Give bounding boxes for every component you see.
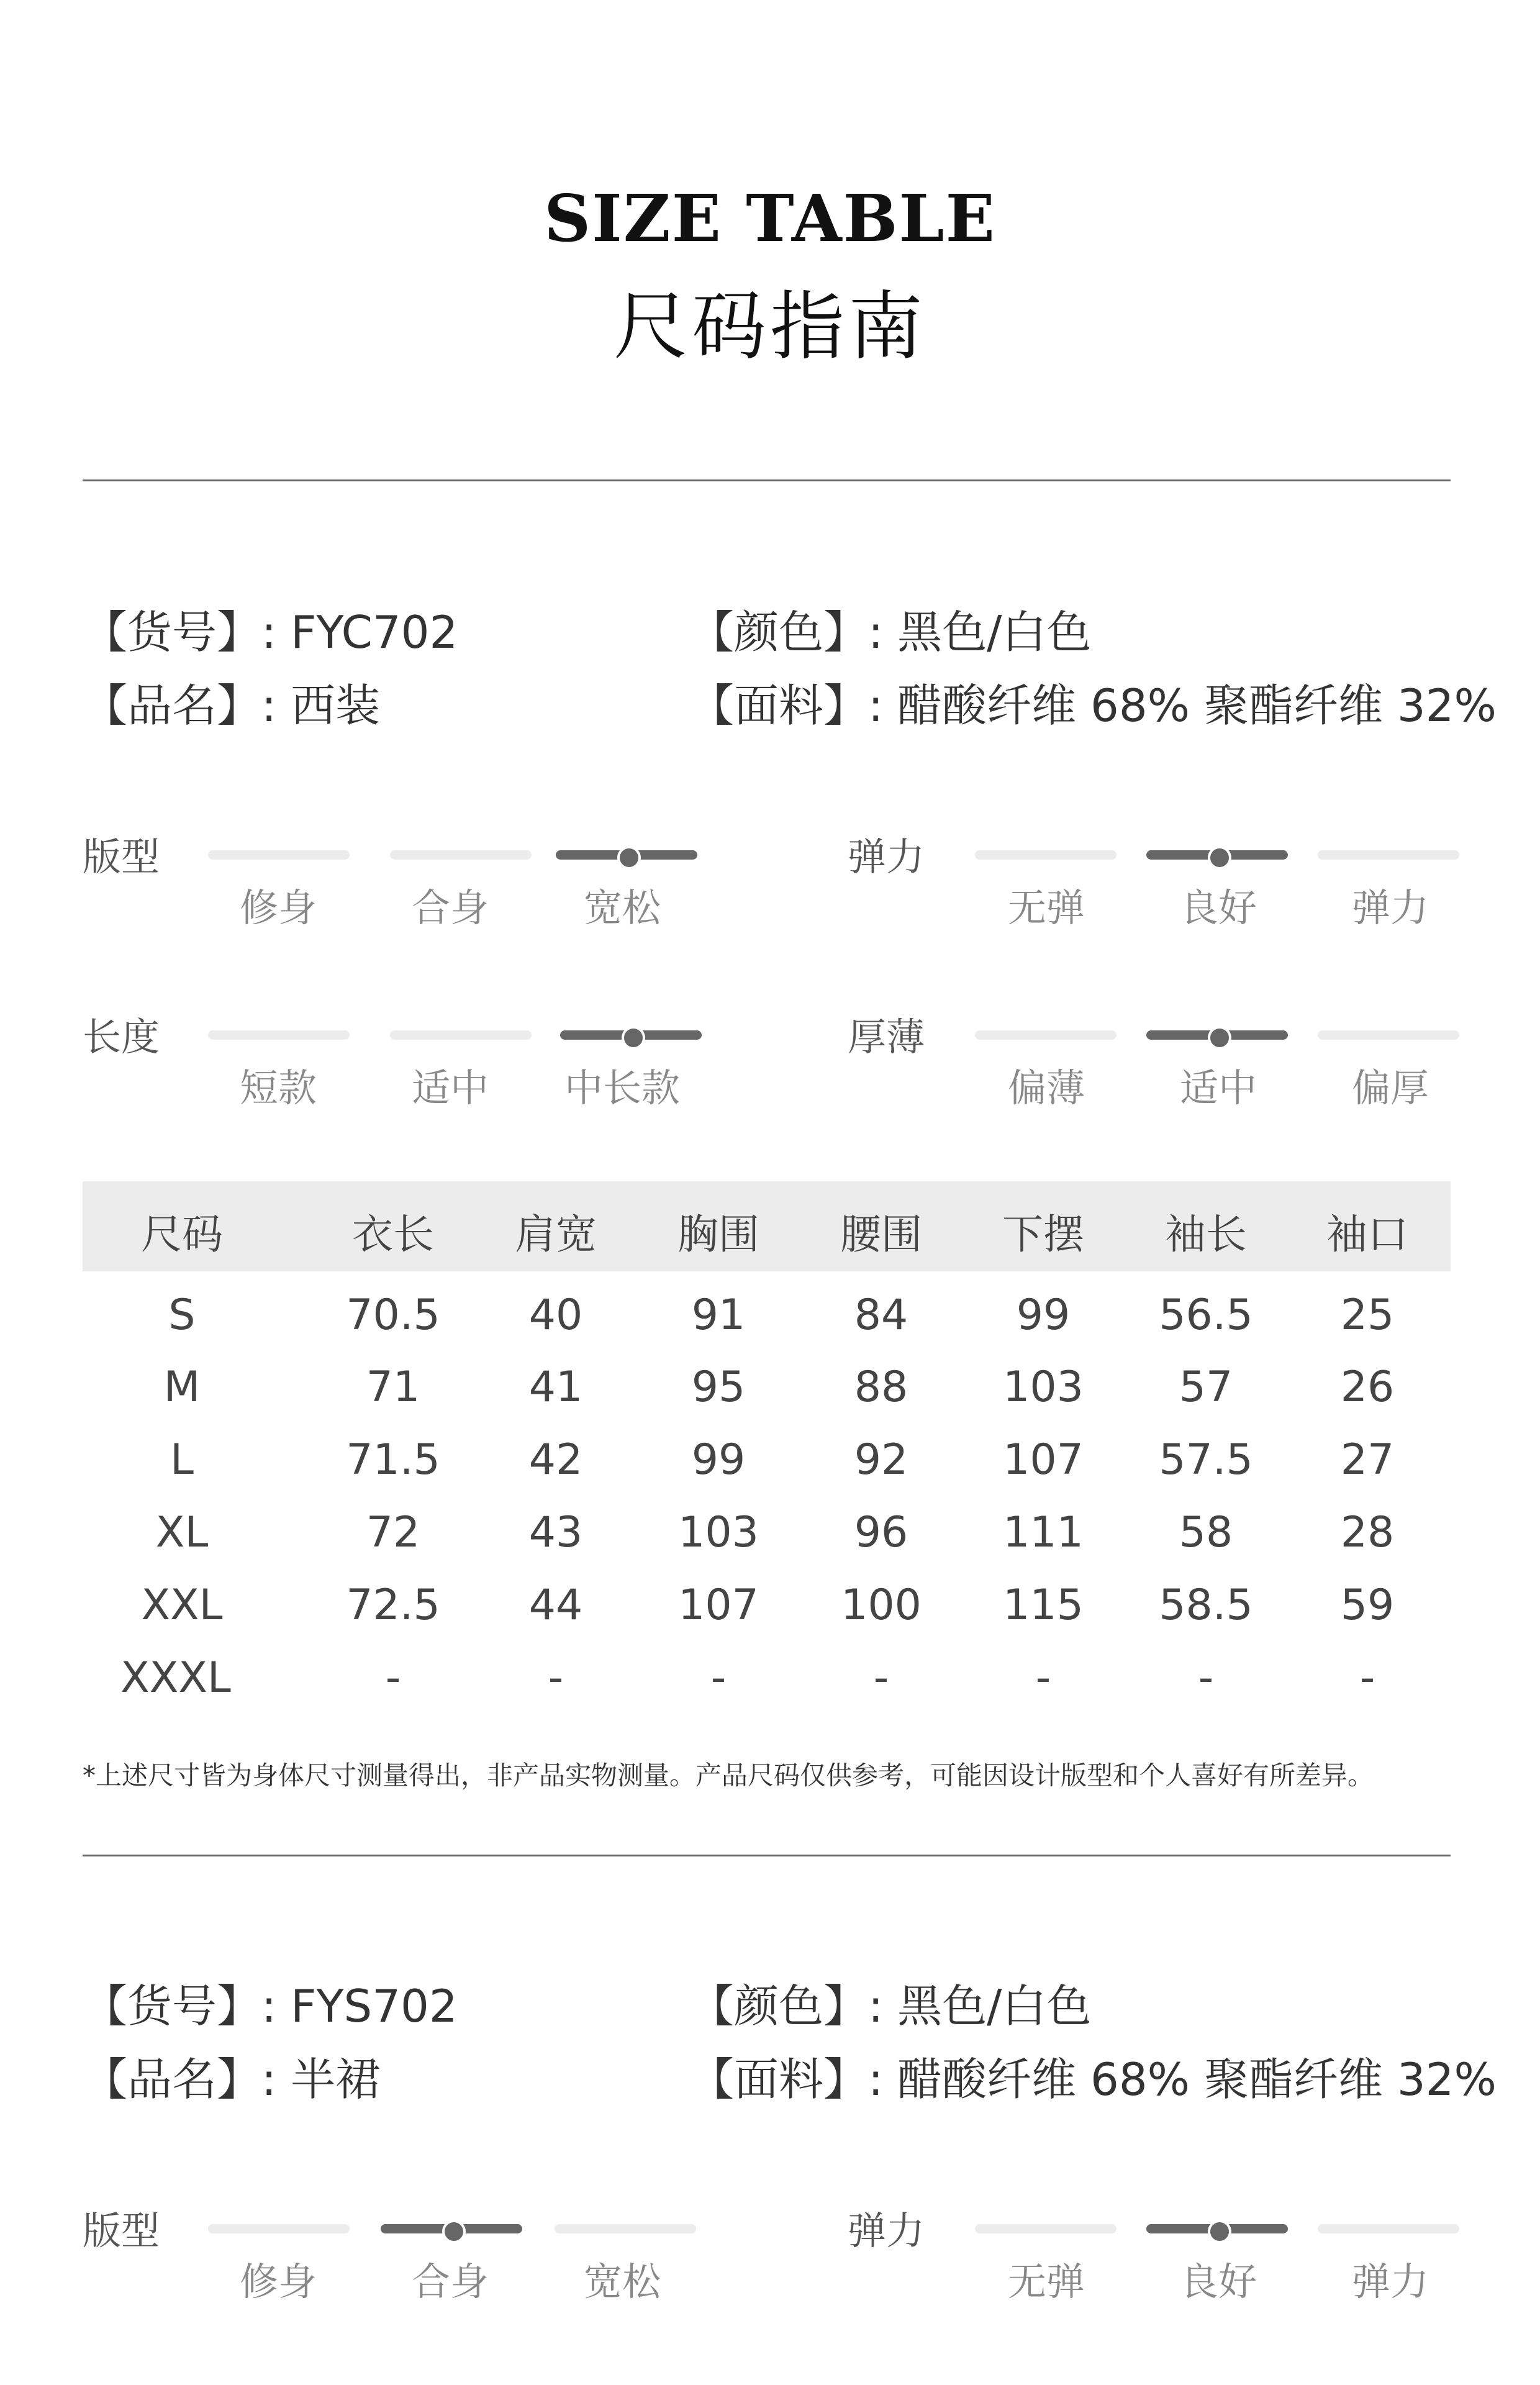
elasticity-option-1: 良好 — [1179, 885, 1257, 930]
size-table-cell: 99 — [1016, 1291, 1071, 1340]
size-table-cell: 107 — [1003, 1435, 1084, 1484]
size-table-cell: 70.5 — [346, 1291, 440, 1340]
size-table-cell: 43 — [528, 1508, 583, 1557]
fit-option-1: 合身 — [411, 2259, 489, 2304]
fit-track-1-selected — [381, 2224, 522, 2233]
size-table-header: 袖长 — [1165, 1211, 1247, 1258]
thickness-option-1: 适中 — [1179, 1065, 1257, 1111]
elasticity-track-2 — [1318, 2224, 1459, 2233]
product2-color: 【颜色】: 黑色/白色 — [689, 1980, 1092, 2032]
size-table-cell: 58.5 — [1159, 1581, 1253, 1630]
size-table-cell: 92 — [854, 1435, 908, 1484]
elasticity-track-0 — [975, 2224, 1116, 2233]
size-table-header: 袖口 — [1326, 1211, 1408, 1258]
size-table-cell: 107 — [678, 1581, 759, 1630]
elasticity-option-1: 良好 — [1179, 2259, 1257, 2304]
size-table-cell: 96 — [854, 1508, 908, 1557]
size-table-header: 衣长 — [352, 1211, 434, 1258]
size-table-cell: 100 — [841, 1581, 922, 1630]
fit-track-0 — [208, 2224, 350, 2233]
thickness-option-2: 偏厚 — [1351, 1065, 1429, 1111]
size-table-cell: 25 — [1340, 1291, 1395, 1340]
thickness-track-1-selected — [1146, 1030, 1288, 1040]
thickness-label: 厚薄 — [848, 1014, 925, 1060]
size-table-cell: 103 — [678, 1508, 759, 1557]
divider — [83, 479, 1451, 481]
size-table-cell: 57 — [1179, 1363, 1233, 1412]
selected-dot-icon — [442, 2220, 466, 2243]
size-table-cell: 56.5 — [1159, 1291, 1253, 1340]
size-table-cell: S — [168, 1291, 196, 1340]
size-note: *上述尺寸皆为身体尺寸测量得出，非产品实物测量。产品尺码仅供参考，可能因设计版型和个人喜好有所差异。 — [83, 1760, 1374, 1791]
size-table-cell: 115 — [1003, 1581, 1084, 1630]
size-table-cell: 42 — [528, 1435, 583, 1484]
size-table-cell: 26 — [1340, 1363, 1395, 1412]
size-table-cell: 84 — [854, 1291, 908, 1340]
elasticity-track-0 — [975, 850, 1116, 860]
title-chinese: 尺码指南 — [614, 284, 926, 370]
thickness-track-2 — [1318, 1030, 1459, 1040]
size-table-cell: - — [385, 1653, 401, 1702]
size-table-cell: 95 — [691, 1363, 746, 1412]
size-table-cell: XXXL — [120, 1653, 231, 1702]
length-track-2-selected — [560, 1030, 702, 1040]
length-track-0 — [208, 1030, 350, 1040]
elasticity-option-0: 无弹 — [1007, 885, 1085, 930]
fit-track-1 — [390, 850, 532, 860]
fit-track-2 — [555, 2224, 696, 2233]
size-table-cell: 44 — [528, 1581, 583, 1630]
elasticity-option-0: 无弹 — [1007, 2259, 1085, 2304]
size-table-cell: 72.5 — [346, 1581, 440, 1630]
elasticity-label: 弹力 — [848, 2208, 925, 2253]
size-table-cell: 57.5 — [1159, 1435, 1253, 1484]
fit-option-0: 修身 — [239, 885, 317, 930]
size-table-cell: - — [873, 1653, 889, 1702]
size-table-cell: - — [1359, 1653, 1375, 1702]
fit-option-2: 宽松 — [583, 885, 661, 930]
size-table-cell: 91 — [691, 1291, 746, 1340]
size-table-cell: 58 — [1179, 1508, 1233, 1557]
fit-option-1: 合身 — [411, 885, 489, 930]
size-table-cell: 103 — [1003, 1363, 1084, 1412]
product1-sku: 【货号】: FYC702 — [83, 606, 458, 658]
product2-fabric: 【面料】: 醋酸纤维 68% 聚酯纤维 32% — [689, 2053, 1497, 2106]
size-table-cell: 71.5 — [346, 1435, 440, 1484]
fit-option-0: 修身 — [239, 2259, 317, 2304]
size-table-cell: 27 — [1340, 1435, 1395, 1484]
size-table-header: 胸围 — [677, 1211, 759, 1258]
fit-track-2-selected — [556, 850, 697, 860]
length-track-1 — [390, 1030, 532, 1040]
size-table-cell: 88 — [854, 1363, 908, 1412]
product1-name: 【品名】: 西装 — [83, 679, 381, 732]
length-option-1: 适中 — [411, 1065, 489, 1111]
size-table-cell: 111 — [1003, 1508, 1084, 1557]
elasticity-track-2 — [1318, 850, 1459, 860]
selected-dot-icon — [1208, 1026, 1231, 1050]
size-table-header: 尺码 — [141, 1211, 223, 1258]
product2-name: 【品名】: 半裙 — [83, 2053, 381, 2106]
selected-dot-icon — [1208, 846, 1231, 870]
elasticity-option-2: 弹力 — [1351, 885, 1429, 930]
length-option-0: 短款 — [239, 1065, 317, 1111]
size-table-header: 肩宽 — [515, 1211, 597, 1258]
fit-option-2: 宽松 — [583, 2259, 661, 2304]
fit-track-0 — [208, 850, 350, 860]
fit-label: 版型 — [83, 834, 160, 879]
length-label: 长度 — [83, 1014, 160, 1060]
length-option-2: 中长款 — [564, 1065, 680, 1111]
size-table-cell: - — [548, 1653, 564, 1702]
product1-fabric: 【面料】: 醋酸纤维 68% 聚酯纤维 32% — [689, 679, 1497, 732]
size-table-cell: XXL — [141, 1581, 223, 1630]
size-table-cell: 71 — [366, 1363, 420, 1412]
size-table-header: 腰围 — [840, 1211, 922, 1258]
size-table-cell: 41 — [528, 1363, 583, 1412]
size-table-cell: 59 — [1340, 1581, 1395, 1630]
elasticity-label: 弹力 — [848, 834, 925, 879]
selected-dot-icon — [617, 846, 641, 870]
fit-label: 版型 — [83, 2208, 160, 2253]
elasticity-track-1-selected — [1146, 850, 1288, 860]
title-english: SIZE TABLE — [544, 180, 996, 257]
size-table-header: 下摆 — [1002, 1211, 1084, 1258]
size-table-cell: XL — [155, 1508, 209, 1557]
size-table-cell: 72 — [366, 1508, 420, 1557]
divider — [83, 1855, 1451, 1856]
size-table-cell: 99 — [691, 1435, 746, 1484]
thickness-track-0 — [975, 1030, 1116, 1040]
size-table-cell: - — [1035, 1653, 1051, 1702]
thickness-option-0: 偏薄 — [1007, 1065, 1085, 1111]
size-table-cell: L — [170, 1435, 194, 1484]
size-table-cell: - — [710, 1653, 727, 1702]
size-table-cell: 28 — [1340, 1508, 1395, 1557]
size-table-cell: - — [1198, 1653, 1214, 1702]
selected-dot-icon — [1208, 2220, 1231, 2243]
product1-color: 【颜色】: 黑色/白色 — [689, 606, 1092, 658]
elasticity-track-1-selected — [1146, 2224, 1288, 2233]
elasticity-option-2: 弹力 — [1351, 2259, 1429, 2304]
selected-dot-icon — [622, 1026, 645, 1050]
size-table-cell: 40 — [528, 1291, 583, 1340]
size-table-cell: M — [163, 1363, 201, 1412]
product2-sku: 【货号】: FYS702 — [83, 1980, 458, 2032]
